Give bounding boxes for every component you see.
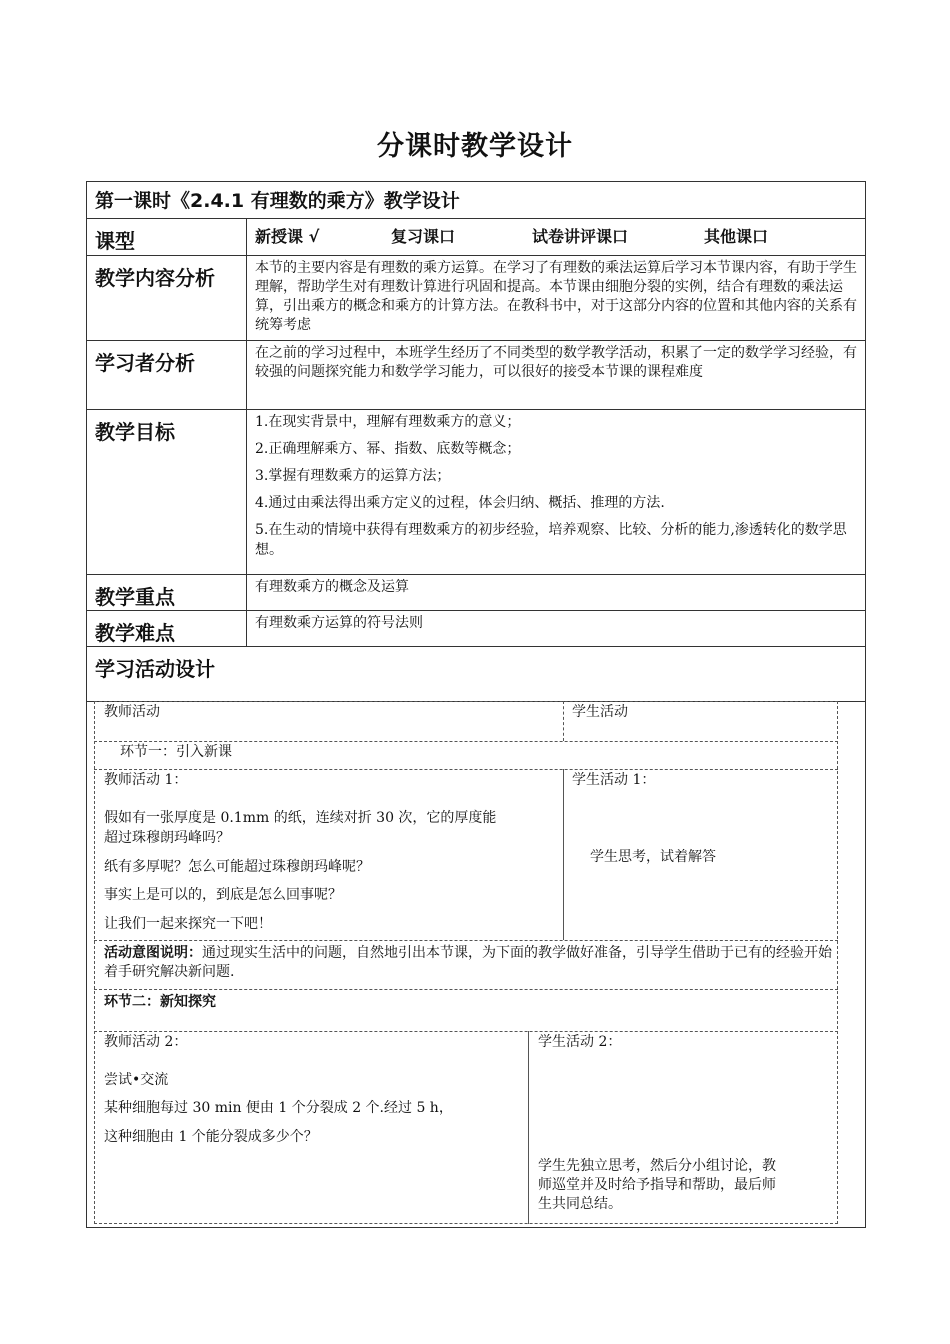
student-activity-2-label: 学生活动 2： (538, 1034, 622, 1050)
teacher-activity-1-line: 纸有多厚呢？怎么可能超过珠穆朗玛峰呢？ (104, 859, 370, 875)
teacher-activity-1-line: 假如有一张厚度是 0.1mm 的纸，连续对折 30 次，它的厚度能 (104, 810, 497, 826)
teacher-activity-1-line: 超过珠穆朗玛峰吗？ (104, 830, 230, 846)
key-points-label: 教学重点 (87, 575, 247, 611)
stage1-title: 环节一：引入新课 (120, 744, 232, 760)
intent-label: 活动意图说明： (104, 945, 202, 961)
student-activity-2-line: 学生先独立思考，然后分小组讨论，教 (538, 1158, 776, 1174)
teacher-activity-1-line: 事实上是可以的，到底是怎么回事呢？ (104, 887, 342, 903)
teacher-activity-2-line: 某种细胞每过 30 min 便由 1 个分裂成 2 个.经过 5 h， (104, 1100, 453, 1116)
difficulties-text: 有理数乘方运算的符号法则 (247, 611, 866, 647)
row-divider (94, 769, 838, 770)
objectives-list (247, 410, 866, 575)
stage2-title: 环节二：新知探究 (104, 994, 216, 1010)
row-divider (94, 1031, 838, 1032)
student-activity-1-label: 学生活动 1： (572, 772, 656, 788)
teacher-activity-2-label: 教师活动 2： (104, 1034, 188, 1050)
teacher-activity-header: 教师活动 (104, 704, 160, 720)
difficulties-label: 教学难点 (87, 611, 247, 647)
student-activity-header: 学生活动 (572, 704, 628, 720)
student-activity-2-line: 师巡堂并及时给予指导和帮助，最后师 (538, 1177, 776, 1193)
activity-intent (104, 944, 832, 982)
student-activity-1-text: 学生思考，试着解答 (590, 849, 716, 865)
stage1-divider (563, 769, 564, 940)
content-analysis-text: 本节的主要内容是有理数的乘方运算。在学习了有理数的乘法运算后学习本节课内容，有助于学生理解，帮助学生对有理数计算进行巩固和提高。本节课由细胞分裂的实例，结合有理数的乘法运算，引出乘方的概念和乘方的计算方法。在教科书中，对于这部分内容的位置和其他内容的关系有统筹考虑 (247, 256, 866, 341)
activity-design-label: 学习活动设计 (87, 647, 866, 702)
lesson-title: 第一课时《2.4.1 有理数的乘方》教学设计 (87, 182, 866, 219)
key-points-text: 有理数乘方的概念及运算 (247, 575, 866, 611)
teacher-activity-1-line: 让我们一起来探究一下吧！ (104, 916, 272, 932)
course-type-review: 复习课口 (391, 227, 456, 246)
course-type-options (247, 219, 866, 256)
objective-item: 1.在现实背景中，理解有理数乘方的意义； (255, 414, 521, 430)
course-type-exam: 试卷讲评课口 (532, 227, 629, 246)
objective-item: 3.掌握有理数乘方的运算方法； (255, 468, 451, 484)
page-title: 分课时教学设计 (377, 131, 573, 162)
course-type-other: 其他课口 (704, 227, 769, 246)
teacher-activity-2-line: 这种细胞由 1 个能分裂成多少个？ (104, 1129, 318, 1145)
course-type-label: 课型 (87, 219, 247, 256)
objective-item: 2.正确理解乘方、幂、指数、底数等概念； (255, 441, 521, 457)
learner-analysis-text: 在之前的学习过程中，本班学生经历了不同类型的数学教学活动，积累了一定的数学学习经验，有较强的问题探究能力和数学学习能力，可以很好的接受本节课的课程难度 (247, 341, 866, 410)
teacher-activity-1-label: 教师活动 1： (104, 772, 188, 788)
objectives-label: 教学目标 (87, 410, 247, 575)
row-divider (94, 940, 838, 941)
course-type-new: 新授课 √ (255, 227, 320, 246)
header-divider (563, 701, 564, 741)
row-divider (94, 989, 838, 990)
stage2-divider (528, 1031, 529, 1224)
objective-item: 4.通过由乘法得出乘方定义的过程，体会归纳、概括、推理的方法. (255, 495, 665, 511)
learner-analysis-label: 学习者分析 (87, 341, 247, 410)
intent-text: 通过现实生活中的问题，自然地引出本节课，为下面的教学做好准备，引导学生借助于已有的经验开始着手研究解决新问题. (104, 945, 832, 980)
content-analysis-label: 教学内容分析 (87, 256, 247, 341)
student-activity-2-line: 生共同总结。 (538, 1196, 622, 1212)
teacher-activity-2-line: 尝试•交流 (104, 1072, 169, 1088)
objective-item: 5.在生动的情境中获得有理数乘方的初步经验，培养观察、比较、分析的能力,渗透转化的数学思想。 (255, 522, 847, 558)
